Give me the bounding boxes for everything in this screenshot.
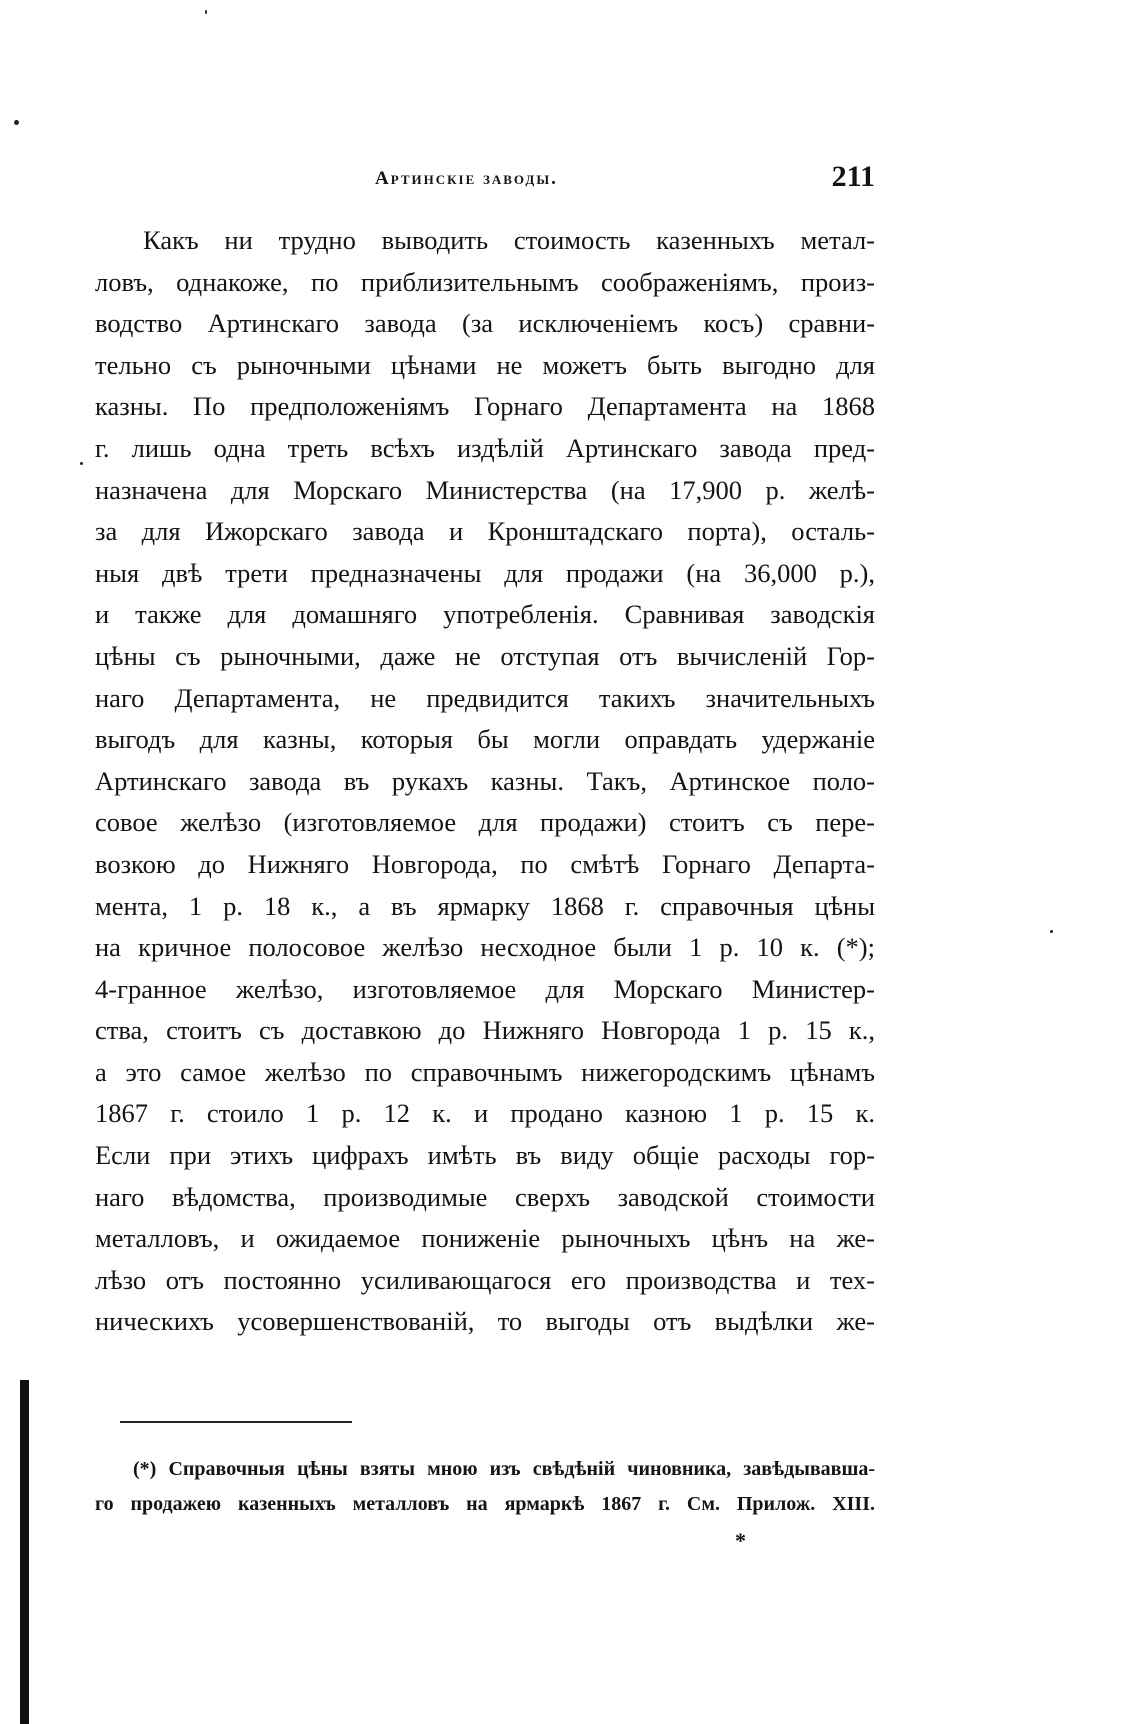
footnote-line: (*) Справочныя цѣны взяты мною изъ свѣдѣній чиновника, завѣдывавша- [133, 1458, 875, 1480]
text-line: лѣзо отъ постоянно усиливающагося его производства и тех- [95, 1264, 875, 1295]
text-line: ловъ, однакоже, по приблизительнымъ соображеніямъ, произ- [95, 266, 875, 297]
bottom-mark: * [735, 1528, 746, 1553]
text-line: наго вѣдомства, производимые сверхъ заводской стоимости [95, 1181, 875, 1212]
text-line: наго Департамента, не предвидится такихъ значительныхъ [95, 682, 875, 713]
margin-speck [205, 10, 207, 14]
text-line: Артинскаго завода въ рукахъ казны. Такъ, Артинское поло- [95, 765, 875, 796]
text-line: казны. По предположеніямъ Горнаго Департамента на 1868 [95, 391, 875, 422]
text-line: а это самое желѣзо по справочнымъ нижегородскимъ цѣнамъ [95, 1056, 875, 1087]
margin-speck [80, 462, 83, 465]
margin-speck [14, 120, 19, 125]
text-line: возкою до Нижняго Новгорода, по смѣтѣ Горнаго Департа- [95, 848, 875, 879]
text-line: г. лишь одна треть всѣхъ издѣлій Артинскаго завода пред- [95, 432, 875, 463]
text-line: цѣны съ рыночными, даже не отступая отъ вычисленій Гор- [95, 640, 875, 671]
margin-speck [1050, 930, 1053, 933]
text-line: 4-гранное желѣзо, изготовляемое для Морскаго Министер- [95, 973, 875, 1004]
scan-edge-bar [20, 1380, 29, 1724]
text-line: водство Артинскаго завода (за исключеніемъ косъ) сравни- [95, 308, 875, 339]
footnote [95, 1452, 875, 1522]
text-line: за для Ижорскаго завода и Кронштадскаго порта), осталь- [95, 516, 875, 547]
text-line: совое желѣзо (изготовляемое для продажи) стоитъ съ пере- [95, 807, 875, 838]
page-number: 211 [831, 160, 875, 193]
footnote-line: го продажею казенныхъ металловъ на ярмаркѣ 1867 г. См. Прилож. XIII. [95, 1493, 875, 1515]
text-line: и также для домашняго употребленія. Сравнивая заводскія [95, 599, 875, 630]
text-line: 1867 г. стоило 1 р. 12 к. и продано казною 1 р. 15 к. [95, 1098, 875, 1129]
text-line: Какъ ни трудно выводить стоимость казенныхъ метал- [143, 225, 875, 255]
page-header [95, 160, 875, 200]
text-line: на кричное полосовое желѣзо несходное были 1 р. 10 к. (*); [95, 932, 875, 963]
text-line: ства, стоитъ съ доставкою до Нижняго Новгорода 1 р. 15 к., [95, 1015, 875, 1046]
text-line: Если при этихъ цифрахъ имѣть въ виду общіе расходы гор- [95, 1140, 875, 1171]
body-text [95, 220, 875, 1343]
text-line: мента, 1 р. 18 к., а въ ярмарку 1868 г. справочныя цѣны [95, 890, 875, 921]
text-line: назначена для Морскаго Министерства (на 17,900 р. желѣ- [95, 474, 875, 505]
text-line: ническихъ усовершенствованій, то выгоды отъ выдѣлки же- [95, 1306, 875, 1337]
text-line: ныя двѣ трети предназначены для продажи (на 36,000 р.), [95, 557, 875, 588]
text-line: тельно съ рыночными цѣнами не можетъ быть выгодно для [95, 349, 875, 380]
text-line: выгодъ для казны, которыя бы могли оправдать удержаніе [95, 724, 875, 755]
running-title: Артинскіе заводы. [375, 168, 558, 189]
footnote-divider [120, 1421, 352, 1423]
text-line: металловъ, и ожидаемое пониженіе рыночныхъ цѣнъ на же- [95, 1223, 875, 1254]
